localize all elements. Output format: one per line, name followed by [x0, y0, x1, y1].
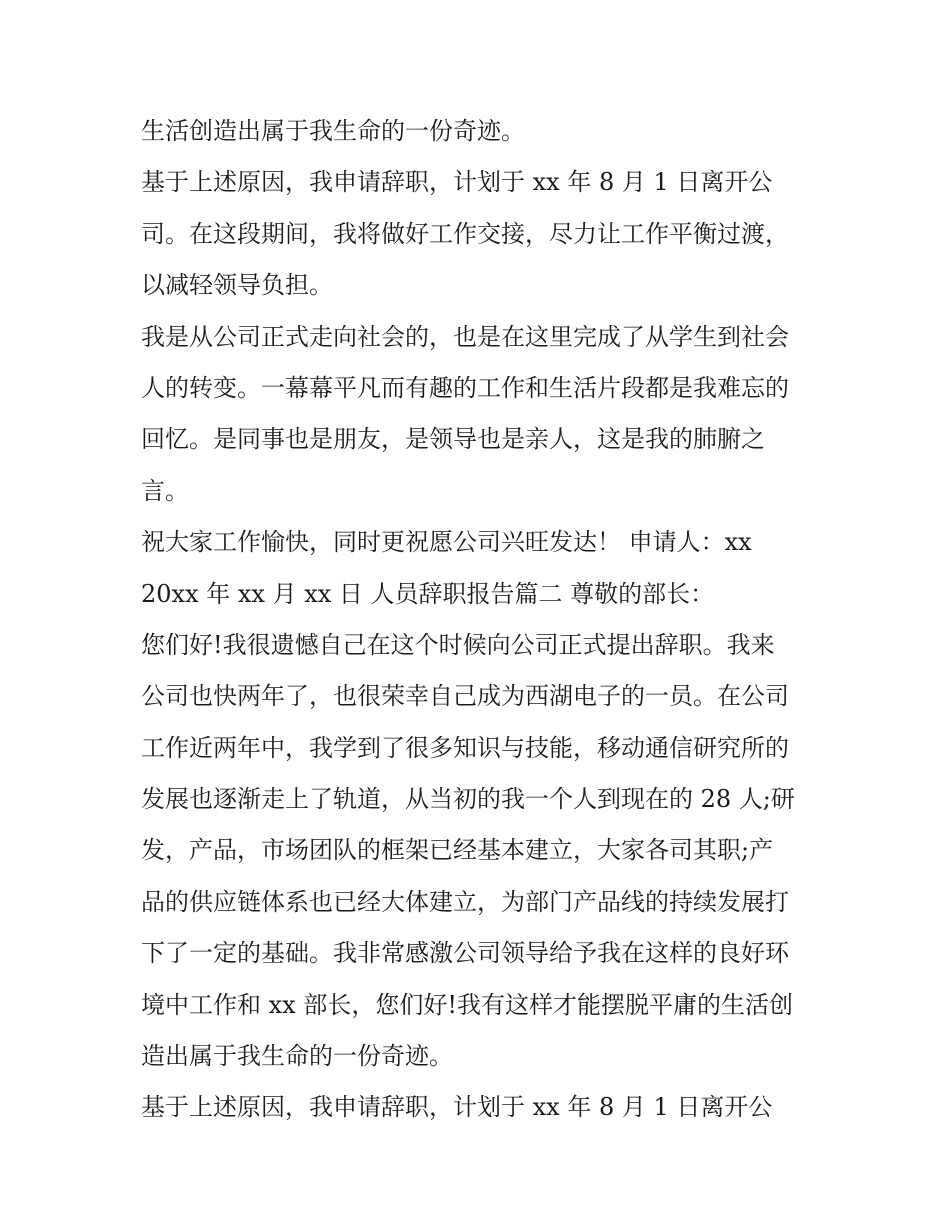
document-body — [141, 106, 821, 1134]
text-line: 祝大家工作愉快，同时更祝愿公司兴旺发达！ 申请人：xx — [141, 528, 752, 557]
text-line: 20xx 年 xx 月 xx 日 人员辞职报告篇二 尊敬的部长： — [141, 579, 715, 608]
text-line: 您们好!我很遗憾自己在这个时候向公司正式提出辞职。我来 — [141, 630, 775, 659]
text-line: 生活创造出属于我生命的一份奇迹。 — [141, 117, 525, 145]
text-line: 下了一定的基础。我非常感激公司领导给予我在这样的良好环 — [141, 939, 789, 968]
text-line: 以减轻领导负担。 — [141, 271, 333, 300]
text-line: 发，产品，市场团队的框架已经基本建立，大家各司其职;产 — [141, 836, 774, 865]
text-line: 公司也快两年了，也很荣幸自己成为西湖电子的一员。在公司 — [141, 682, 789, 711]
text-line: 基于上述原因，我申请辞职，计划于 xx 年 8 月 1 日离开公 — [141, 168, 773, 197]
text-line: 品的供应链体系也已经大体建立，为部门产品线的持续发展打 — [141, 887, 789, 916]
text-line: 造出属于我生命的一份奇迹。 — [141, 1042, 453, 1071]
text-line: 言。 — [141, 476, 189, 505]
text-line: 回忆。是同事也是朋友，是领导也是亲人，这是我的肺腑之 — [141, 425, 765, 454]
text-line: 发展也逐渐走上了轨道，从当初的我一个人到现在的 28 人;研 — [141, 785, 795, 814]
text-line: 司。在这段期间，我将做好工作交接，尽力让工作平衡过渡， — [141, 219, 789, 248]
text-line: 工作近两年中，我学到了很多知识与技能，移动通信研究所的 — [141, 733, 789, 762]
text-line: 人的转变。一幕幕平凡而有趣的工作和生活片段都是我难忘的 — [141, 373, 789, 402]
text-line: 境中工作和 xx 部长，您们好!我有这样才能摆脱平庸的生活创 — [141, 990, 793, 1019]
text-line: 我是从公司正式走向社会的，也是在这里完成了从学生到社会 — [141, 322, 789, 351]
text-line: 基于上述原因，我申请辞职，计划于 xx 年 8 月 1 日离开公 — [141, 1093, 773, 1122]
